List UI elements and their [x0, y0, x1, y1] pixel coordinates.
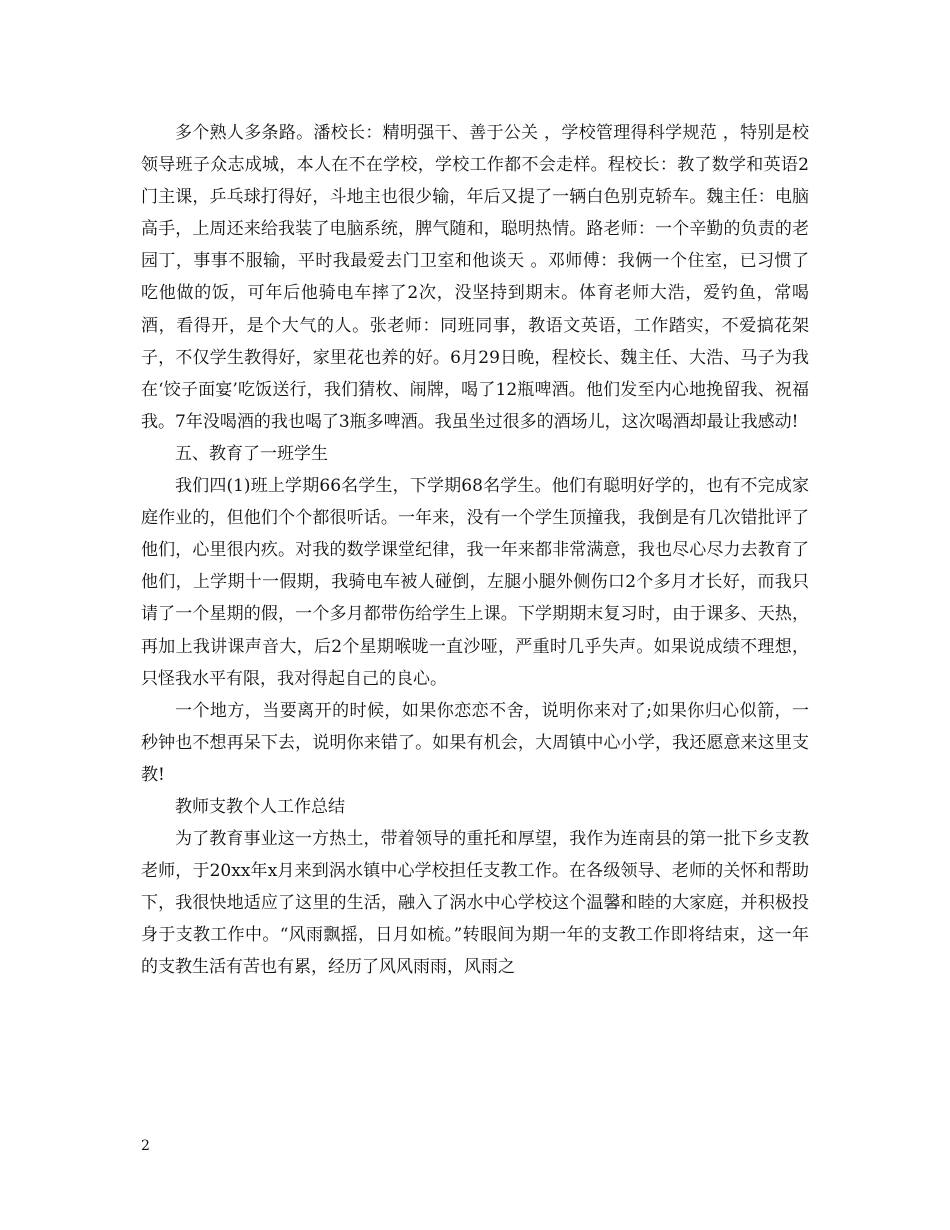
section-heading-students: 五、教育了一班学生: [175, 443, 328, 464]
paragraph-colleagues: 多个熟人多条路。潘校长：精明强干、善于公关 ，学校管理得科学规范 ，特别是校领导班子众志成城，本人在不在学校，学校工作都不会走样。程校长：教了数学和英语2门主课，乒乓球打得好，斗地主也很少输，年后又提了一辆白色别克轿车。魏主任：电脑高手，上周还来给我装了电脑系统，脾气随和，聪明热情。路老师：一个辛勤的负责的老园丁，事事不服输，平时我最爱去门卫室和他谈天 。邓师傅：我俩一个住室，已习惯了吃他做的饭，可年后他骑电车摔了2次，没坚持到期末。体育老师大浩，爱钓鱼，常喝酒，看得开，是个大气的人。张老师：同班同事，教语文英语，工作踏实，不爱搞花架子，不仅学生教得好，家里花也养的好。6月29日晚，程校长、魏主任、大浩、马子为我在‘饺子面宴’吃饭送行，我们猜枚、闹牌，喝了12瓶啤酒。他们发至内心地挽留我、祝福我。7年没喝酒的我也喝了3瓶多啤酒。我虽坐过很多的酒场儿，这次喝酒却最让我感动!: [141, 123, 809, 432]
paragraph-summary-intro: 为了教育事业这一方热土，带着领导的重托和厚望，我作为连南县的第一批下乡支教老师，于20xx年x月来到涡水镇中心学校担任支教工作。在各级领导、老师的关怀和帮助下，我很快地适应了这里的生活，融入了涡水中心学校这个温馨和睦的大家庭，并积极投身于支教工作中。“风雨飘摇，日月如梳。”转眼间为期一年的支教工作即将结束，这一年的支教生活有苦也有累，经历了风风雨雨，风雨之: [141, 829, 809, 978]
paragraph-reflection: 一个地方，当要离开的时候，如果你恋恋不舍，说明你来对了;如果你归心似箭，一秒钟也不想再呆下去，说明你来错了。如果有机会，大周镇中心小学，我还愿意来这里支教!: [141, 700, 809, 785]
section-heading-summary: 教师支教个人工作总结: [175, 796, 345, 817]
paragraph-students: 我们四(1)班上学期66名学生，下学期68名学生。他们有聪明好学的，也有不完成家庭作业的，但他们个个都很听话。一年来，没有一个学生顶撞我，我倒是有几次错批评了他们，心里很内疚。对我的数学课堂纪律，我一年来都非常满意，我也尽心尽力去教育了他们，上学期十一假期，我骑电车被人碰倒，左腿小腿外侧伤口2个多月才长好，而我只请了一个星期的假，一个多月都带伤给学生上课。下学期期末复习时，由于课多、天热，再加上我讲课声音大，后2个星期喉咙一直沙哑，严重时几乎失声。如果说成绩不理想，只怪我水平有限，我对得起自己的良心。: [141, 476, 809, 689]
document-body: [141, 117, 809, 984]
page-number: 2: [141, 1138, 150, 1154]
